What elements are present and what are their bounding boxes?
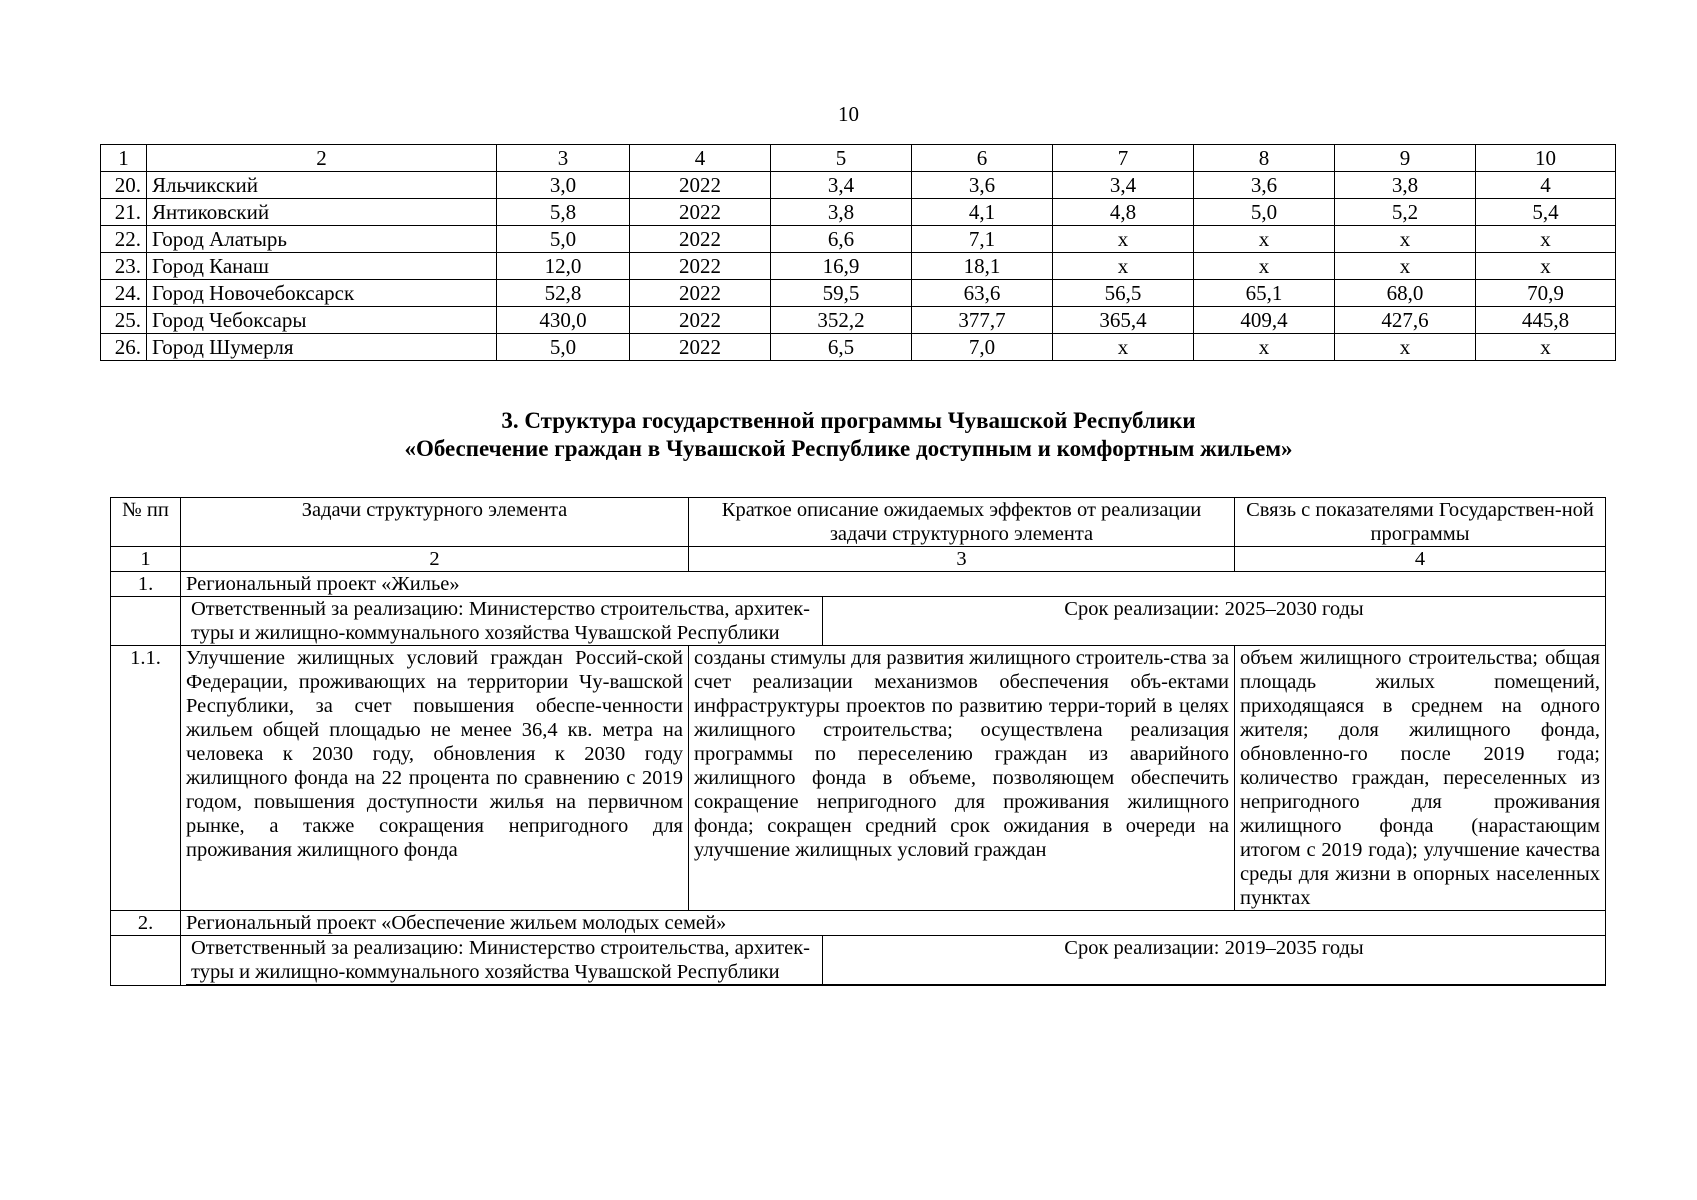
table-cell: 2022	[630, 280, 771, 307]
table-cell: 365,4	[1053, 307, 1194, 334]
column-numbers-row	[111, 547, 1606, 572]
table-cell: 7,1	[912, 226, 1053, 253]
table-cell: х	[1335, 253, 1476, 280]
table-cell: 3,6	[912, 172, 1053, 199]
district-name: Янтиковский	[147, 199, 497, 226]
table-cell: х	[1335, 226, 1476, 253]
table-cell: 3,0	[497, 172, 630, 199]
table-cell: х	[1335, 334, 1476, 361]
row-number: 20.	[101, 172, 147, 199]
table-cell: 3,8	[1335, 172, 1476, 199]
responsible-text: Ответственный за реализацию: Министерство строительства, архитек-туры и жилищно-коммунального хозяйства Чувашской Республики	[186, 597, 823, 645]
project-title: Региональный проект «Жилье»	[181, 572, 1606, 597]
table-cell: 6,6	[771, 226, 912, 253]
district-name: Город Чебоксары	[147, 307, 497, 334]
table-cell: 5,0	[1194, 199, 1335, 226]
district-name: Город Новочебоксарск	[147, 280, 497, 307]
table-cell: 5,4	[1476, 199, 1616, 226]
table-cell: 427,6	[1335, 307, 1476, 334]
table-cell: 445,8	[1476, 307, 1616, 334]
table-cell: 3,4	[1053, 172, 1194, 199]
term-text: Срок реализации: 2025–2030 годы	[1064, 598, 1364, 620]
table-cell: 18,1	[912, 253, 1053, 280]
table-cell: 5,8	[497, 199, 630, 226]
table-cell: 12,0	[497, 253, 630, 280]
table-cell: 2022	[630, 334, 771, 361]
header-cell: 2	[147, 145, 497, 172]
section-title-line2: «Обеспечение граждан в Чувашской Республике доступным и комфортным жильем»	[404, 436, 1293, 461]
row-number: 23.	[101, 253, 147, 280]
table-row	[101, 334, 1616, 361]
table-cell: 5,0	[497, 226, 630, 253]
row-number: 22.	[101, 226, 147, 253]
table-cell: 2022	[630, 307, 771, 334]
row-number: 24.	[101, 280, 147, 307]
empty-cell	[111, 936, 181, 986]
table-cell: 3,6	[1194, 172, 1335, 199]
project-row	[111, 911, 1606, 936]
header-cell: 6	[912, 145, 1053, 172]
header-cell: 10	[1476, 145, 1616, 172]
table-cell: х	[1194, 226, 1335, 253]
header-cell: 9	[1335, 145, 1476, 172]
table-cell: 352,2	[771, 307, 912, 334]
table-cell: 409,4	[1194, 307, 1335, 334]
table-header-row	[111, 498, 1606, 547]
term-text: Срок реализации: 2019–2035 годы	[823, 936, 1606, 985]
header-num: № пп	[111, 498, 181, 547]
table-cell: 16,9	[771, 253, 912, 280]
table-cell: 2022	[630, 226, 771, 253]
row-number: 25.	[101, 307, 147, 334]
table-cell: 377,7	[912, 307, 1053, 334]
table-cell: 3,8	[771, 199, 912, 226]
table-cell: 52,8	[497, 280, 630, 307]
task-row	[111, 646, 1606, 911]
header-cell: 7	[1053, 145, 1194, 172]
responsible-cell	[181, 936, 1606, 986]
responsible-subtable	[186, 597, 1605, 645]
table-cell: х	[1476, 334, 1616, 361]
table-cell: 65,1	[1194, 280, 1335, 307]
table-cell: 2022	[630, 172, 771, 199]
header-tasks: Задачи структурного элемента	[181, 498, 689, 547]
task-text: Улучшение жилищных условий граждан Россий-ской Федерации, проживающих на территории Чу-вашской Республики, за счет повышения обеспе-ченности жильем общей площадью не менее 36,4 кв. метра на человека к 2030 году, обновления к 2030 году жилищного фонда на 22 процента по сравнению с 2019 годом, повышения доступности жилья на первичном рынке, а также сокращения непригодного для проживания жилищного фонда	[181, 646, 689, 911]
header-cell: 3	[497, 145, 630, 172]
indicators-table	[100, 144, 1616, 361]
header-cell: 1	[101, 145, 147, 172]
table-cell: 2022	[630, 199, 771, 226]
task-number: 1.1.	[111, 646, 181, 911]
column-number: 3	[689, 547, 1235, 572]
structure-table	[110, 497, 1606, 986]
header-cell: 5	[771, 145, 912, 172]
table-cell: 56,5	[1053, 280, 1194, 307]
table-cell: 5,0	[497, 334, 630, 361]
table-cell: 3,4	[771, 172, 912, 199]
header-cell: 4	[630, 145, 771, 172]
table-row	[101, 307, 1616, 334]
project-title: Региональный проект «Обеспечение жильем молодых семей»	[181, 911, 1606, 936]
effects-text: созданы стимулы для развития жилищного строитель-ства за счет реализации механизмов обеспечения объ-ектами инфраструктуры проектов по развитию терри-торий в целях жилищного строительства; осуществлена реализация программы по переселению граждан из аварийного жилищного фонда в объеме, позволяющем обеспечить сокращение непригодного для проживания жилищного фонда; сокращен средний срок ожидания в очереди на улучшение жилищных условий граждан	[689, 646, 1235, 911]
section-title-line1: 3. Структура государственной программы Чувашской Республики	[501, 408, 1196, 433]
table-cell: 6,5	[771, 334, 912, 361]
table-cell: 4,8	[1053, 199, 1194, 226]
row-number: 26.	[101, 334, 147, 361]
table-cell: 7,0	[912, 334, 1053, 361]
responsible-text: Ответственный за реализацию: Министерство строительства, архитек-туры и жилищно-коммунального хозяйства Чувашской Республики	[186, 936, 823, 985]
responsible-subtable	[186, 936, 1605, 985]
table-row	[101, 226, 1616, 253]
table-cell: 59,5	[771, 280, 912, 307]
table-cell: 4	[1476, 172, 1616, 199]
table-header-row	[101, 145, 1616, 172]
responsible-row	[111, 597, 1606, 646]
table-cell: 70,9	[1476, 280, 1616, 307]
table-row	[101, 253, 1616, 280]
table-cell: 5,2	[1335, 199, 1476, 226]
project-number: 2.	[111, 911, 181, 936]
table-cell: х	[1476, 253, 1616, 280]
indicators-text: объем жилищного строительства; общая площадь жилых помещений, приходящаяся в среднем на одного жителя; доля жилищного фонда, обновленно-го после 2019 года; количество граждан, переселенных из непригодного для проживания жилищного фонда (нарастающим итогом с 2019 года); улучшение качества среды для жизни в опорных населенных пунктах	[1235, 646, 1606, 911]
district-name: Город Канаш	[147, 253, 497, 280]
page-number: 10	[838, 102, 859, 126]
table-cell: х	[1476, 226, 1616, 253]
project-row	[111, 572, 1606, 597]
district-name: Город Шумерля	[147, 334, 497, 361]
responsible-cell	[181, 597, 1606, 646]
table-cell: х	[1194, 334, 1335, 361]
table-cell: 63,6	[912, 280, 1053, 307]
table-cell: х	[1194, 253, 1335, 280]
column-number: 4	[1235, 547, 1606, 572]
project-number: 1.	[111, 572, 181, 597]
table-cell: х	[1053, 253, 1194, 280]
table-row	[101, 280, 1616, 307]
responsible-row	[111, 936, 1606, 986]
header-indicators: Связь с показателями Государствен-ной программы	[1235, 498, 1606, 547]
table-cell: 4,1	[912, 199, 1053, 226]
table-cell: х	[1053, 226, 1194, 253]
empty-cell	[111, 597, 181, 646]
column-number: 1	[111, 547, 181, 572]
district-name: Город Алатырь	[147, 226, 497, 253]
table-row	[101, 172, 1616, 199]
column-number: 2	[181, 547, 689, 572]
table-cell: х	[1053, 334, 1194, 361]
table-cell: 430,0	[497, 307, 630, 334]
table-row	[101, 199, 1616, 226]
table-cell: 68,0	[1335, 280, 1476, 307]
table-cell: 2022	[630, 253, 771, 280]
header-cell: 8	[1194, 145, 1335, 172]
header-effects: Краткое описание ожидаемых эффектов от реализации задачи структурного элемента	[689, 498, 1235, 547]
row-number: 21.	[101, 199, 147, 226]
district-name: Яльчикский	[147, 172, 497, 199]
